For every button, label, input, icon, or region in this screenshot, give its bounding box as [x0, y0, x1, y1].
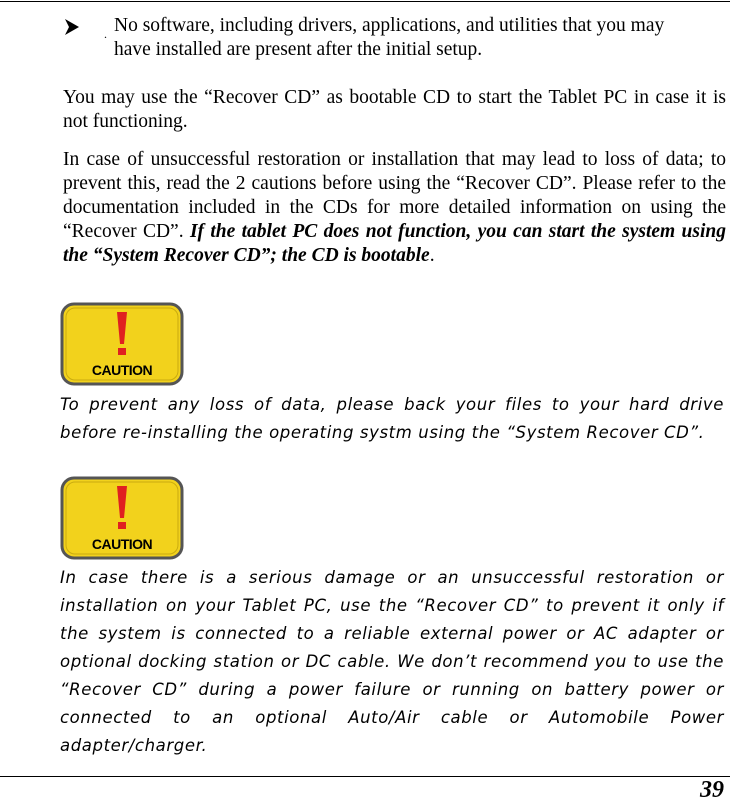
caution-label: CAUTION — [91, 362, 153, 378]
caution-text-damage: In case there is a serious damage or an unsuccessful restoration or installation on your Tablet PC, use the “Recover CD” to prevent it only if the system is connected to a reliable external power or AC adapter or optional docking station or DC cable. We don’t recommend you to use the “Recover CD” during a power failure or running on battery power or connected to an optional Auto/Air cable or Automobile Power adapter/charger. — [60, 568, 724, 755]
top-rule — [0, 1, 730, 2]
caution-icon — [60, 302, 184, 386]
bottom-rule — [0, 776, 730, 777]
caution-label: CAUTION — [91, 536, 153, 552]
bullet-dot: . — [104, 27, 107, 41]
arrow-bullet-icon — [64, 18, 80, 36]
bootable-emphasis: If the tablet PC does not function, you can start the system using the “System Recover CD”; the CD is bootable — [63, 221, 726, 266]
recover-cd-paragraph: You may use the “Recover CD” as bootable CD to start the Tablet PC in case it is not functioning. — [63, 87, 726, 132]
caution-icon — [60, 476, 184, 560]
bullet-text: No software, including drivers, applications, and utilities that you may have installed are present after the initial setup. — [114, 15, 665, 60]
restoration-text: In case of unsuccessful restoration or installation that may lead to loss of data; to prevent this, read the 2 cautions before using the “Recover CD”. Please refer to the documentation included in the CDs for more detailed information on using the “Recover CD”. — [63, 149, 726, 242]
restoration-end: . — [429, 245, 435, 266]
restoration-paragraph — [63, 148, 726, 268]
page-number: 39 — [700, 777, 724, 803]
caution-text-backup: To prevent any loss of data, please back your files to your hard drive before re-installing the operating systm using the “System Recover CD”. — [60, 395, 724, 442]
